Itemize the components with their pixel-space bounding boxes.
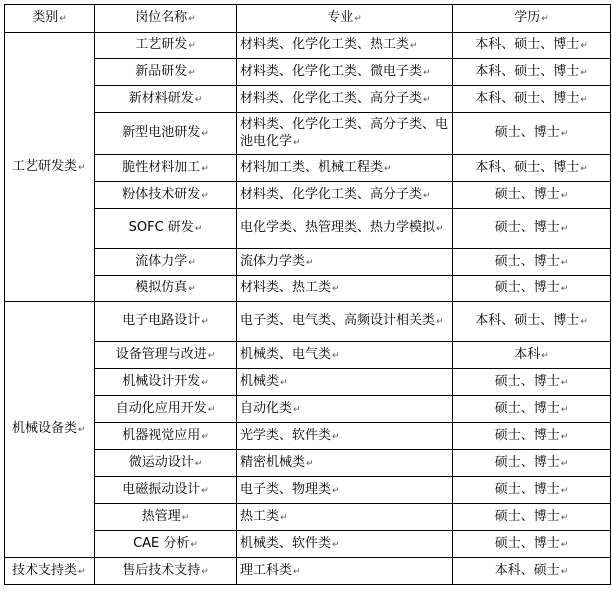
degree-cell-text: 硕士、博士 <box>494 400 560 416</box>
major-cell <box>237 33 453 59</box>
degree-cell-text: 硕士、博士 <box>494 220 560 235</box>
paragraph-mark-icon <box>78 564 86 581</box>
degree-cell <box>453 302 611 342</box>
table-row <box>5 531 611 558</box>
position-cell <box>95 182 237 209</box>
table-row <box>5 155 611 182</box>
degree-cell-text: 本科、硕士、博士 <box>475 63 580 79</box>
major-cell-text: 电子类、电气类、高频设计相关类 <box>240 313 436 328</box>
category-cell-text: 技术支持类 <box>12 562 78 578</box>
position-cell-text: 电磁振动设计 <box>122 481 201 497</box>
paragraph-mark-icon <box>561 564 569 581</box>
degree-cell-text: 本科 <box>514 346 541 362</box>
paragraph-mark-icon <box>561 126 569 143</box>
degree-cell-text: 硕士、博士 <box>494 253 560 269</box>
paragraph-mark-icon <box>580 161 588 178</box>
paragraph-mark-icon <box>201 375 209 392</box>
paragraph-mark-icon <box>580 65 588 82</box>
header-row <box>5 5 611 33</box>
paragraph-mark-icon <box>561 537 569 554</box>
major-cell <box>237 504 453 531</box>
table-row <box>5 113 611 155</box>
major-cell <box>237 249 453 276</box>
paragraph-mark-icon <box>561 402 569 419</box>
paragraph-mark-icon <box>208 402 216 419</box>
paragraph-mark-icon <box>332 537 340 554</box>
degree-cell-text: 本科、硕士、博士 <box>475 90 580 106</box>
table-row <box>5 209 611 249</box>
position-cell-text: 工艺研发 <box>135 37 188 52</box>
major-cell <box>237 113 453 155</box>
degree-cell-text: 本科、硕士、博士 <box>475 313 580 328</box>
paragraph-mark-icon <box>293 402 301 419</box>
degree-cell <box>453 423 611 450</box>
major-cell-text: 电化学类、热管理类、热力学模拟 <box>240 220 436 235</box>
position-cell <box>95 33 237 59</box>
table-row <box>5 369 611 396</box>
paragraph-mark-icon <box>332 483 340 500</box>
position-cell-text: 粉体技术研发 <box>122 186 201 202</box>
paragraph-mark-icon <box>201 429 209 446</box>
degree-cell-text: 硕士、博士 <box>494 373 560 389</box>
paragraph-mark-icon <box>561 255 569 272</box>
degree-cell <box>453 33 611 59</box>
degree-cell-text: 硕士、博士 <box>494 454 560 470</box>
position-cell-text: 设备管理与改进 <box>115 346 207 362</box>
major-cell-text: 材料类、化学化工类、高分子类、电池电化学 <box>240 116 449 149</box>
position-cell <box>95 249 237 276</box>
degree-cell <box>453 113 611 155</box>
table-row <box>5 276 611 302</box>
major-cell-text: 热工类 <box>240 508 280 524</box>
table-row <box>5 59 611 86</box>
position-cell-text: 自动化应用开发 <box>115 400 207 416</box>
major-cell <box>237 155 453 182</box>
position-cell <box>95 423 237 450</box>
table-row <box>5 450 611 477</box>
table-row <box>5 558 611 585</box>
paragraph-mark-icon <box>423 92 431 109</box>
position-cell <box>95 342 237 369</box>
degree-cell <box>453 558 611 585</box>
paragraph-mark-icon <box>280 510 288 527</box>
position-cell-text: 热管理 <box>141 508 181 524</box>
degree-cell <box>453 209 611 249</box>
paragraph-mark-icon <box>561 456 569 473</box>
position-cell <box>95 504 237 531</box>
position-cell <box>95 209 237 249</box>
degree-cell <box>453 450 611 477</box>
paragraph-mark-icon <box>332 281 340 298</box>
paragraph-mark-icon <box>436 314 444 331</box>
paragraph-mark-icon <box>293 564 301 581</box>
major-cell-text: 机械类、电气类 <box>240 346 332 362</box>
position-cell-text: 新型电池研发 <box>122 125 201 140</box>
position-cell <box>95 396 237 423</box>
degree-cell <box>453 477 611 504</box>
recruitment-table <box>4 4 611 585</box>
paragraph-mark-icon <box>436 221 444 238</box>
paragraph-mark-icon <box>188 281 196 298</box>
position-cell-text: 新材料研发 <box>128 90 194 106</box>
major-cell <box>237 302 453 342</box>
major-cell-text: 材料类、化学化工类、热工类 <box>240 37 410 52</box>
major-cell <box>237 531 453 558</box>
table-row <box>5 33 611 59</box>
major-cell-text: 材料类、化学化工类、高分子类 <box>240 90 423 106</box>
table-row <box>5 504 611 531</box>
position-cell-text: 流体力学 <box>135 253 188 269</box>
position-cell <box>95 276 237 302</box>
degree-cell <box>453 342 611 369</box>
paragraph-mark-icon <box>561 221 569 238</box>
major-cell-text: 理工科类 <box>240 562 293 578</box>
paragraph-mark-icon <box>354 11 362 28</box>
degree-cell-text: 硕士、博士 <box>494 427 560 443</box>
paragraph-mark-icon <box>59 11 67 28</box>
category-cell <box>5 558 95 585</box>
degree-cell-text: 本科、硕士、博士 <box>475 37 580 52</box>
position-cell-text: 新品研发 <box>135 63 188 79</box>
degree-cell <box>453 369 611 396</box>
position-cell <box>95 86 237 113</box>
header-major: 专业↵ <box>237 5 453 33</box>
table-row <box>5 249 611 276</box>
major-cell-text: 电子类、物理类 <box>240 481 332 497</box>
major-cell-text: 材料加工类、机械工程类 <box>240 159 384 175</box>
major-cell-text: 材料类、热工类 <box>240 280 332 295</box>
paragraph-mark-icon <box>561 429 569 446</box>
major-cell-text: 光学类、软件类 <box>240 427 332 443</box>
position-cell-text: 机器视觉应用 <box>122 427 201 443</box>
paragraph-mark-icon <box>541 11 549 28</box>
paragraph-mark-icon <box>201 126 209 143</box>
position-cell-text: 电子电路设计 <box>122 313 201 328</box>
paragraph-mark-icon <box>188 255 196 272</box>
table-row <box>5 302 611 342</box>
position-cell <box>95 558 237 585</box>
degree-cell-text: 硕士、博士 <box>494 481 560 497</box>
position-cell-text: 售后技术支持 <box>122 562 201 578</box>
position-cell-text: 脆性材料加工 <box>122 159 201 175</box>
position-cell-text: 模拟仿真 <box>135 280 188 295</box>
paragraph-mark-icon <box>201 188 209 205</box>
category-cell-text: 工艺研发类 <box>12 158 78 174</box>
major-cell <box>237 396 453 423</box>
degree-cell-text: 硕士、博士 <box>494 186 560 202</box>
paragraph-mark-icon <box>78 422 86 439</box>
paragraph-mark-icon <box>78 160 86 177</box>
paragraph-mark-icon <box>561 188 569 205</box>
paragraph-mark-icon <box>201 483 209 500</box>
paragraph-mark-icon <box>188 38 196 55</box>
degree-cell <box>453 504 611 531</box>
major-cell-text: 机械类、软件类 <box>240 535 332 551</box>
position-cell-text: 微运动设计 <box>128 454 194 470</box>
paragraph-mark-icon <box>201 161 209 178</box>
paragraph-mark-icon <box>208 348 216 365</box>
position-cell <box>95 477 237 504</box>
paragraph-mark-icon <box>384 161 392 178</box>
paragraph-mark-icon <box>410 38 418 55</box>
paragraph-mark-icon <box>182 510 190 527</box>
table-row <box>5 342 611 369</box>
table-row <box>5 423 611 450</box>
major-cell <box>237 423 453 450</box>
degree-cell <box>453 249 611 276</box>
paragraph-mark-icon <box>188 65 196 82</box>
paragraph-mark-icon <box>195 456 203 473</box>
degree-cell <box>453 396 611 423</box>
degree-cell <box>453 155 611 182</box>
header-category: 类别↵ <box>5 5 95 33</box>
degree-cell <box>453 86 611 113</box>
degree-cell <box>453 531 611 558</box>
paragraph-mark-icon <box>201 314 209 331</box>
position-cell <box>95 155 237 182</box>
major-cell <box>237 276 453 302</box>
major-cell <box>237 209 453 249</box>
degree-cell-text: 硕士、博士 <box>494 280 560 295</box>
position-cell <box>95 531 237 558</box>
degree-cell-text: 本科、硕士、博士 <box>475 159 580 175</box>
paragraph-mark-icon <box>561 483 569 500</box>
position-cell <box>95 450 237 477</box>
table-row <box>5 182 611 209</box>
major-cell <box>237 86 453 113</box>
paragraph-mark-icon <box>188 11 196 28</box>
paragraph-mark-icon <box>280 375 288 392</box>
paragraph-mark-icon <box>580 92 588 109</box>
position-cell <box>95 369 237 396</box>
paragraph-mark-icon <box>423 188 431 205</box>
paragraph-mark-icon <box>195 221 203 238</box>
position-cell-text: 机械设计开发 <box>122 373 201 389</box>
major-cell <box>237 342 453 369</box>
paragraph-mark-icon <box>306 456 314 473</box>
header-position: 岗位名称↵ <box>95 5 237 33</box>
major-cell-text: 材料类、化学化工类、高分子类 <box>240 186 423 202</box>
major-cell <box>237 558 453 585</box>
paragraph-mark-icon <box>201 564 209 581</box>
category-cell <box>5 33 95 302</box>
position-cell <box>95 113 237 155</box>
paragraph-mark-icon <box>293 135 301 152</box>
header-degree: 学历↵ <box>453 5 611 33</box>
position-cell-text: CAE 分析 <box>133 535 190 551</box>
major-cell-text: 精密机械类 <box>240 454 306 470</box>
major-cell-text: 自动化类 <box>240 400 293 416</box>
paragraph-mark-icon <box>541 348 549 365</box>
paragraph-mark-icon <box>190 537 198 554</box>
major-cell <box>237 450 453 477</box>
paragraph-mark-icon <box>306 255 314 272</box>
degree-cell <box>453 59 611 86</box>
degree-cell-text: 硕士、博士 <box>494 508 560 524</box>
major-cell-text: 机械类 <box>240 373 280 389</box>
degree-cell-text: 本科、硕士 <box>494 562 560 578</box>
table-body <box>5 33 611 585</box>
major-cell-text: 流体力学类 <box>240 253 306 269</box>
degree-cell <box>453 276 611 302</box>
table-row <box>5 396 611 423</box>
major-cell <box>237 369 453 396</box>
major-cell <box>237 59 453 86</box>
table-row <box>5 477 611 504</box>
major-cell-text: 材料类、化学化工类、微电子类 <box>240 63 423 79</box>
major-cell <box>237 182 453 209</box>
paragraph-mark-icon <box>561 281 569 298</box>
paragraph-mark-icon <box>580 314 588 331</box>
category-cell <box>5 302 95 558</box>
degree-cell-text: 硕士、博士 <box>494 125 560 140</box>
paragraph-mark-icon <box>195 92 203 109</box>
paragraph-mark-icon <box>332 348 340 365</box>
table-row <box>5 86 611 113</box>
paragraph-mark-icon <box>561 510 569 527</box>
degree-cell <box>453 182 611 209</box>
major-cell <box>237 477 453 504</box>
category-cell-text: 机械设备类 <box>12 421 78 436</box>
degree-cell-text: 硕士、博士 <box>494 535 560 551</box>
paragraph-mark-icon <box>332 429 340 446</box>
paragraph-mark-icon <box>423 65 431 82</box>
position-cell <box>95 59 237 86</box>
position-cell <box>95 302 237 342</box>
position-cell-text: SOFC 研发 <box>128 220 194 235</box>
paragraph-mark-icon <box>561 375 569 392</box>
paragraph-mark-icon <box>580 38 588 55</box>
